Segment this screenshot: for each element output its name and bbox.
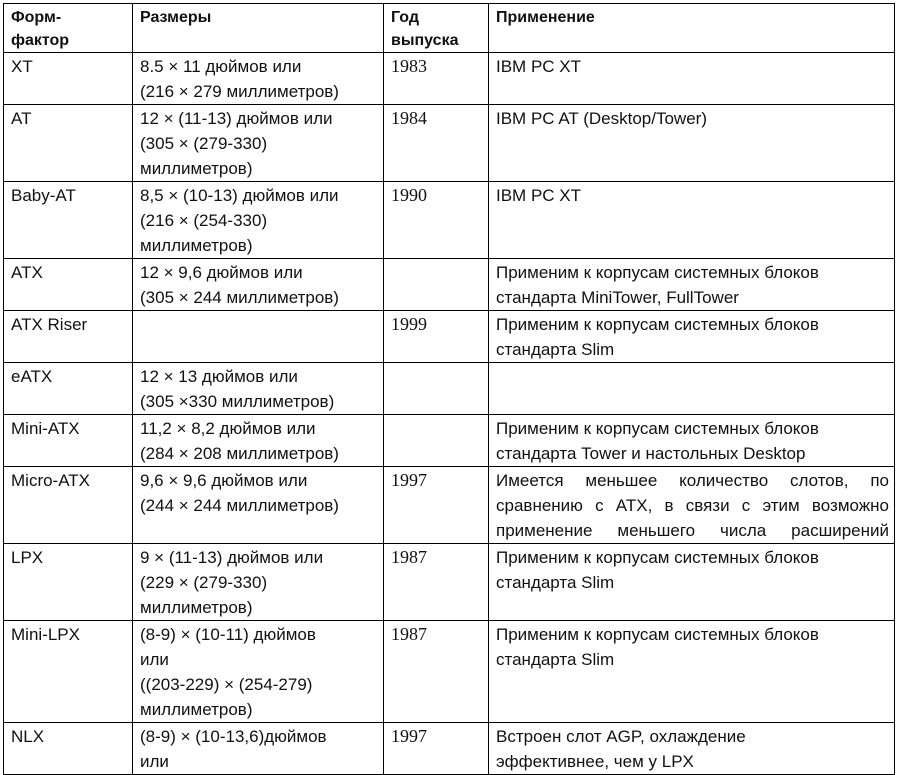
application-cell — [489, 621, 895, 723]
application-line: Применим к корпусам системных блоков — [496, 315, 819, 334]
application-cell — [489, 182, 895, 259]
dimensions-cell — [133, 723, 384, 775]
dimensions-line: 12 × 9,6 дюймов или — [140, 263, 303, 282]
application-line: стандарта MiniTower, FullTower — [496, 288, 739, 307]
table-header — [4, 4, 895, 53]
dimensions-line: или — [140, 752, 169, 771]
dimensions-cell — [133, 621, 384, 723]
form-factor-cell: Micro-ATX — [4, 467, 133, 544]
dimensions-line: или — [140, 650, 169, 669]
dimensions-line: ((203-229) × (254-279) — [140, 675, 313, 694]
header-form-factor — [4, 4, 133, 53]
form-factor-cell: ATX — [4, 259, 133, 311]
year-cell: 1987 — [384, 544, 489, 621]
application-line: эффективнее, чем у LPX — [496, 752, 694, 771]
dimensions-line: миллиметров) — [140, 159, 253, 178]
header-form-factor-line: фактор — [11, 32, 70, 49]
table-row — [4, 467, 895, 544]
form-factor-cell: XT — [4, 53, 133, 105]
table-row — [4, 53, 895, 105]
dimensions-line: 9 × (11-13) дюймов или — [140, 548, 324, 567]
header-year-line: Год — [391, 9, 419, 26]
dimensions-line: 8.5 × 11 дюймов или — [140, 57, 302, 76]
application-line: стандарта Slim — [496, 573, 615, 592]
form-factor-cell: Mini-ATX — [4, 415, 133, 467]
application-line: стандарта Slim — [496, 650, 615, 669]
dimensions-line: (305 × (279-330) — [140, 134, 268, 153]
table-row — [4, 723, 895, 775]
form-factor-cell: AT — [4, 105, 133, 182]
dimensions-line: (244 × 244 миллиметров) — [140, 496, 339, 515]
application-line: стандарта Tower и настольных Desktop — [496, 444, 806, 463]
dimensions-cell — [133, 182, 384, 259]
form-factor-table — [3, 3, 895, 775]
year-cell: 1984 — [384, 105, 489, 182]
year-cell — [384, 415, 489, 467]
application-line: Применим к корпусам системных блоков — [496, 625, 819, 644]
dimensions-cell — [133, 259, 384, 311]
year-cell: 1997 — [384, 467, 489, 544]
application-line: применение меньшего числа расширений — [496, 521, 889, 540]
dimensions-cell — [133, 311, 384, 363]
dimensions-cell — [133, 415, 384, 467]
application-line: Применим к корпусам системных блоков — [496, 263, 819, 282]
table-row — [4, 105, 895, 182]
dimensions-cell — [133, 53, 384, 105]
form-factor-cell: Baby-AT — [4, 182, 133, 259]
table-row — [4, 182, 895, 259]
dimensions-cell — [133, 363, 384, 415]
dimensions-cell — [133, 544, 384, 621]
form-factor-cell: Mini-LPX — [4, 621, 133, 723]
year-cell — [384, 363, 489, 415]
header-year — [384, 4, 489, 53]
application-line: IBM PC AT (Desktop/Tower) — [496, 109, 707, 128]
application-cell — [489, 467, 895, 544]
table-row — [4, 544, 895, 621]
year-cell: 1997 — [384, 723, 489, 775]
dimensions-cell — [133, 105, 384, 182]
application-cell — [489, 415, 895, 467]
application-line: IBM PC XT — [496, 57, 582, 76]
dimensions-line: миллиметров) — [140, 700, 253, 719]
dimensions-line: миллиметров) — [140, 598, 253, 617]
header-row — [4, 4, 895, 53]
dimensions-line: (8-9) × (10-11) дюймов — [140, 625, 316, 644]
table-row — [4, 311, 895, 363]
application-line: стандарта Slim — [496, 340, 615, 359]
application-cell — [489, 53, 895, 105]
dimensions-line: (229 × (279-330) — [140, 573, 268, 592]
dimensions-line: (216 × 279 миллиметров) — [140, 82, 339, 101]
application-cell — [489, 723, 895, 775]
dimensions-line: (8-9) × (10-13,6)дюймов — [140, 727, 327, 746]
form-factor-cell: ATX Riser — [4, 311, 133, 363]
dimensions-line: (305 × 244 миллиметров) — [140, 288, 339, 307]
dimensions-line: 12 × (11-13) дюймов или — [140, 109, 333, 128]
application-line: Встроен слот AGP, охлаждение — [496, 727, 746, 746]
application-cell — [489, 363, 895, 415]
application-cell — [489, 259, 895, 311]
table-row — [4, 415, 895, 467]
dimensions-line: 12 × 13 дюймов или — [140, 367, 298, 386]
dimensions-line: 11,2 × 8,2 дюймов или — [140, 419, 316, 438]
form-factor-cell: LPX — [4, 544, 133, 621]
year-cell: 1999 — [384, 311, 489, 363]
form-factor-cell: eATX — [4, 363, 133, 415]
dimensions-line: миллиметров) — [140, 236, 253, 255]
table-row — [4, 259, 895, 311]
application-line: Применим к корпусам системных блоков — [496, 419, 819, 438]
table-row — [4, 363, 895, 415]
dimensions-line: 9,6 × 9,6 дюймов или — [140, 471, 308, 490]
year-cell: 1990 — [384, 182, 489, 259]
table-body — [4, 53, 895, 775]
dimensions-line: (284 × 208 миллиметров) — [140, 444, 339, 463]
header-form-factor-line: Форм- — [11, 9, 62, 26]
application-line: Имеется меньшее количество слотов, по — [496, 471, 889, 490]
header-dimensions: Размеры — [133, 4, 384, 53]
header-year-line: выпуска — [391, 32, 459, 49]
form-factor-cell: NLX — [4, 723, 133, 775]
application-line: IBM PC XT — [496, 186, 582, 205]
dimensions-line: (305 ×330 миллиметров) — [140, 392, 335, 411]
application-cell — [489, 544, 895, 621]
year-cell — [384, 259, 489, 311]
year-cell: 1983 — [384, 53, 489, 105]
application-line: сравнению с ATX, в связи с этим возможно — [496, 496, 889, 515]
dimensions-line: 8,5 × (10-13) дюймов или — [140, 186, 339, 205]
dimensions-line: (216 × (254-330) — [140, 211, 268, 230]
application-cell — [489, 311, 895, 363]
year-cell: 1987 — [384, 621, 489, 723]
application-cell — [489, 105, 895, 182]
table-row — [4, 621, 895, 723]
application-line: Применим к корпусам системных блоков — [496, 548, 819, 567]
dimensions-cell — [133, 467, 384, 544]
header-application: Применение — [489, 4, 895, 53]
